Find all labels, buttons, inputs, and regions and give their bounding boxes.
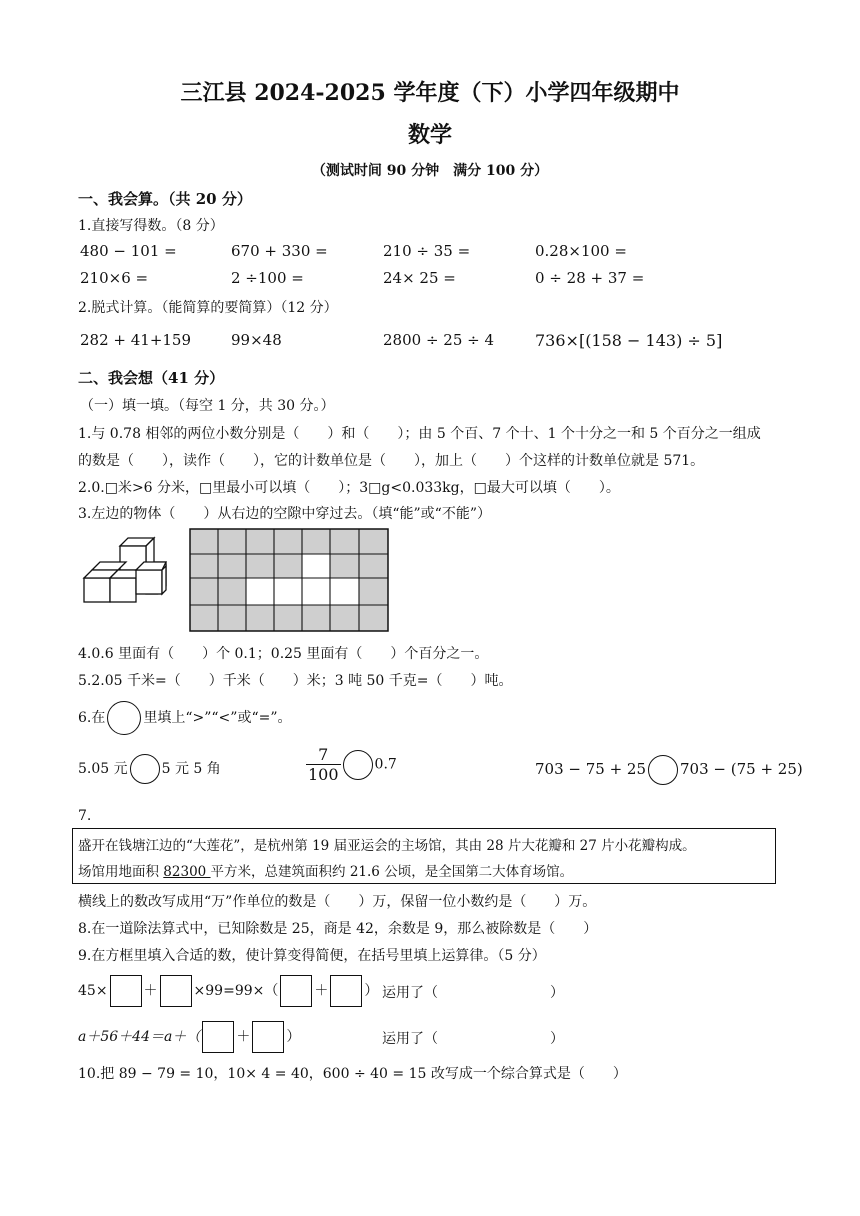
q1-line2: 的数是（ ），读作（ ），它的计数单位是（ ），加上（ ）个这样的计数单位就是 571。: [78, 453, 705, 469]
q6a-right: 5 元 5 角: [161, 761, 221, 777]
q9-row2: a＋56＋44＝a＋（ ＋ ）: [78, 1020, 300, 1054]
q6-instruction: [78, 701, 292, 735]
calc-1-2: 670 + 330 =: [231, 242, 328, 260]
step-calc-3: 2800 ÷ 25 ÷ 4: [383, 331, 495, 349]
q9-row1-law: 运用了（ ）: [382, 985, 564, 1001]
calc-2-4: 0 ÷ 28 + 37 =: [535, 269, 645, 287]
underlined-number: 82300: [163, 864, 211, 880]
part1-heading: 一、我会算。（共 20 分）: [78, 190, 252, 208]
compare-circle-b[interactable]: [343, 750, 373, 780]
compare-circle-sample: [107, 701, 141, 735]
q10-text: 10.把 89 − 79 = 10，10× 4 = 40，600 ÷ 40 = 15 改写成一个综合算式是（ ）: [78, 1066, 627, 1082]
part1-q2-label: 2.脱式计算。（能简算的要简算）（12 分）: [78, 300, 338, 316]
q6-item-c: [535, 754, 803, 785]
fill-box-5[interactable]: [202, 1021, 234, 1053]
fill-box-6[interactable]: [252, 1021, 284, 1053]
q9-row2-law: 运用了（ ）: [382, 1031, 564, 1047]
calc-2-2: 2 ÷100 =: [231, 269, 304, 287]
grid-with-gap-figure: [189, 528, 389, 632]
q6b-right: 0.7: [374, 756, 397, 773]
q6-item-a: [78, 754, 221, 784]
subject-title: 数学: [407, 122, 452, 148]
q4-text: 4.0.6 里面有（ ）个 0.1；0.25 里面有（ ）个百分之一。: [78, 646, 489, 662]
exam-title: 三江县 2024-2025 学年度（下）小学四年级期中: [180, 80, 680, 106]
q2-text: 2.0.□米>6 分米，□里最小可以填（ ）；3□g<0.033kg，□最大可以填（ ）。: [78, 480, 620, 496]
q6c-left: 703 − 75 + 25: [535, 760, 647, 778]
q7-question: 横线上的数改写成用“万”作单位的数是（ ）万，保留一位小数约是（ ）万。: [78, 894, 597, 910]
calc-2-3: 24× 25 =: [383, 269, 456, 287]
q6-post: 里填上“>”“<”或“=”。: [143, 710, 292, 726]
part2-sub: （一）填一填。（每空 1 分，共 30 分。）: [80, 398, 335, 414]
fill-box-4[interactable]: [330, 975, 362, 1007]
q7-box-line1: 盛开在钱塘江边的“大莲花”，是杭州第 19 届亚运会的主场馆，其由 28 片大花瓣和 27 片小花瓣构成。: [78, 838, 696, 854]
step-calc-4: 736×[(158 − 143) ÷ 5]: [535, 331, 723, 350]
calc-2-1: 210×6 =: [80, 269, 149, 287]
cube-stack-figure: [78, 534, 170, 606]
exam-info: （测试时间 90 分钟 满分 100 分）: [311, 163, 549, 179]
q8-text: 8.在一道除法算式中，已知除数是 25，商是 42，余数是 9，那么被除数是（ ）: [78, 921, 598, 937]
part2-heading: 二、我会想（41 分）: [78, 369, 225, 387]
q6-item-b: [306, 745, 397, 784]
part1-q1-label: 1.直接写得数。（8 分）: [78, 218, 224, 234]
compare-circle-c[interactable]: [648, 755, 678, 785]
step-calc-2: 99×48: [231, 331, 282, 349]
calc-1-3: 210 ÷ 35 =: [383, 242, 471, 260]
calc-1-1: 480 − 101 =: [80, 242, 177, 260]
fill-box-1[interactable]: [110, 975, 142, 1007]
compare-circle-a[interactable]: [130, 754, 160, 784]
q9-row1: 45× ＋ ×99=99×（ ＋ ）: [78, 974, 378, 1008]
q1-line1: 1.与 0.78 相邻的两位小数分别是（ ）和（ ）；由 5 个百、7 个十、1 个十分之一和 5 个百分之一组成: [78, 426, 761, 442]
step-calc-1: 282 + 41+159: [80, 331, 192, 349]
q9-label: 9.在方框里填入合适的数，使计算变得简便，在括号里填上运算律。（5 分）: [78, 948, 546, 964]
fill-box-2[interactable]: [160, 975, 192, 1007]
q7-box-line2: 场馆用地面积 82300 平方米，总建筑面积约 21.6 公顷，是全国第二大体育场馆。: [78, 864, 574, 880]
fill-box-3[interactable]: [280, 975, 312, 1007]
fraction-7-100: $\frac{7}{100}$: [308, 745, 339, 784]
q6-pre: 6.在: [78, 710, 106, 726]
q6a-left: 5.05 元: [78, 761, 128, 777]
q7-label: 7.: [78, 808, 92, 824]
q6c-right: 703 − (75 + 25): [680, 760, 803, 778]
q5-text: 5.2.05 千米=（ ）千米（ ）米；3 吨 50 千克=（ ）吨。: [78, 673, 513, 689]
calc-1-4: 0.28×100 =: [535, 242, 627, 260]
q3-text: 3.左边的物体（ ）从右边的空隙中穿过去。（填“能”或“不能”）: [78, 506, 491, 522]
